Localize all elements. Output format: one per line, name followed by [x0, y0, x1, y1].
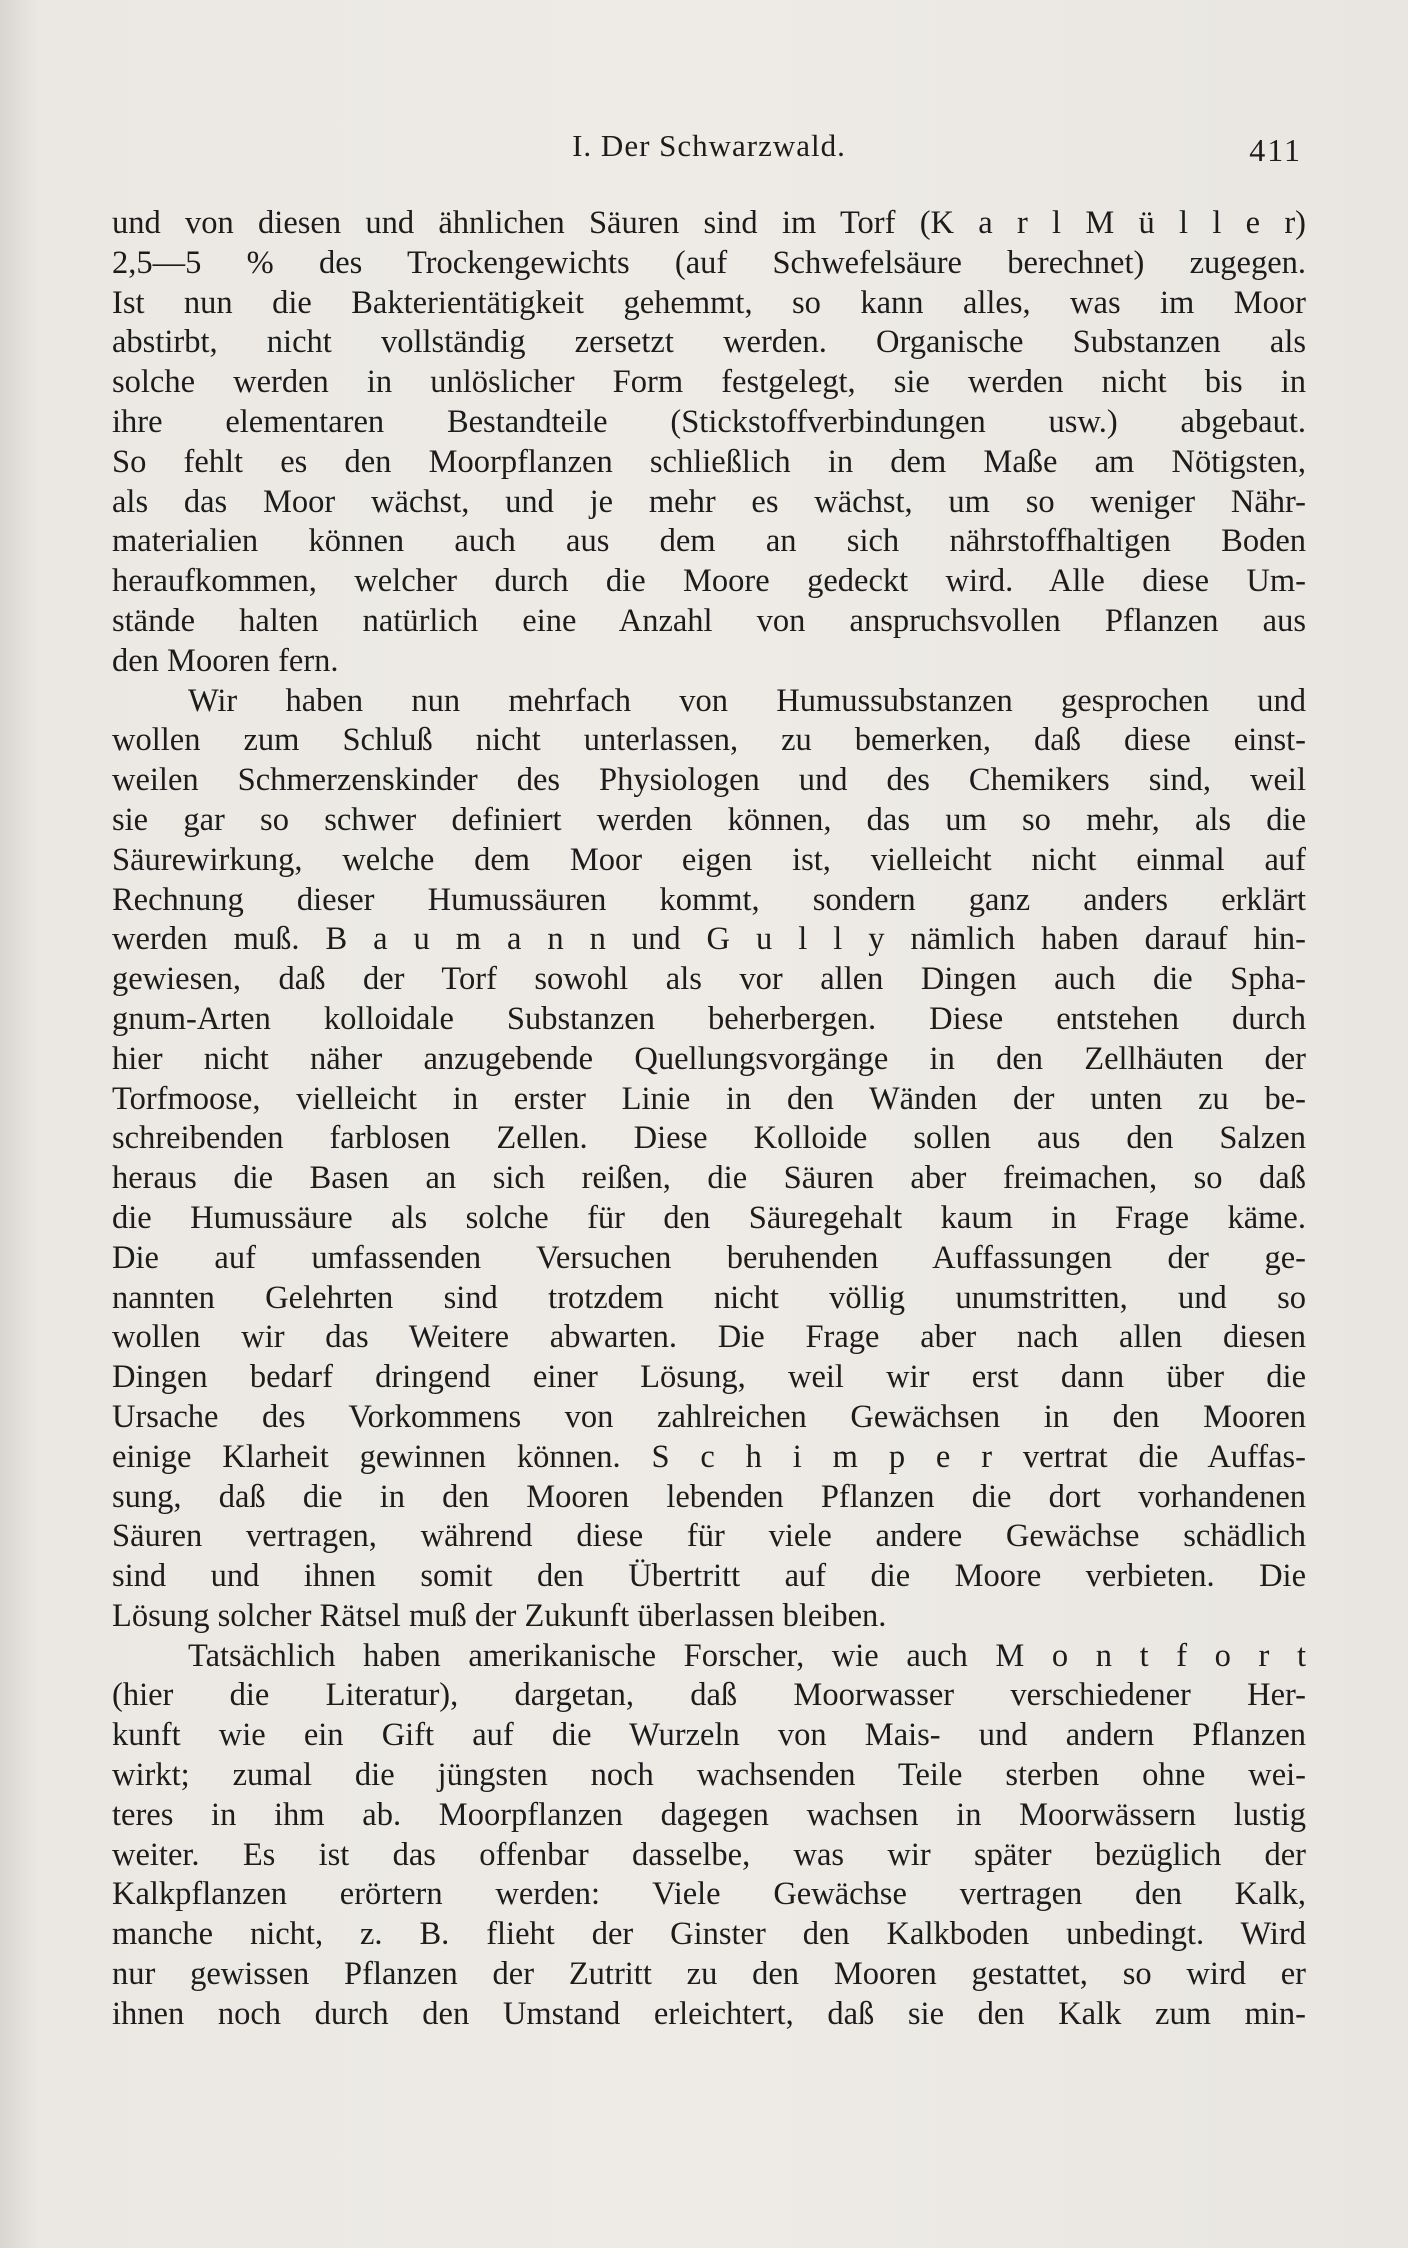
text-line: werden muß. B a u m a n n und G u l l y nämlich haben darauf hin-: [112, 921, 1306, 958]
text-line: Die auf umfassenden Versuchen beruhenden Auffassungen der ge-: [112, 1239, 1306, 1276]
text-line: weiter. Es ist das offenbar dasselbe, was wir später bezüglich der: [112, 1836, 1306, 1873]
text-line: schreibenden farblosen Zellen. Diese Kolloide sollen aus den Salzen: [112, 1120, 1306, 1157]
text-line: manche nicht, z. B. flieht der Ginster den Kalkboden unbedingt. Wird: [112, 1916, 1306, 1953]
text-line: gnum-Arten kolloidale Substanzen beherbergen. Diese entstehen durch: [112, 1000, 1306, 1037]
text-line: wollen zum Schluß nicht unterlassen, zu bemerken, daß diese einst-: [112, 722, 1306, 759]
text-line: teres in ihm ab. Moorpflanzen dagegen wachsen in Moorwässern lustig: [112, 1796, 1306, 1833]
text-line: heraufkommen, welcher durch die Moore gedeckt wird. Alle diese Um-: [112, 563, 1306, 600]
text-line: wirkt; zumal die jüngsten noch wachsenden Teile sterben ohne wei-: [112, 1757, 1306, 1794]
text-line: Säuren vertragen, während diese für viele andere Gewächse schädlich: [112, 1518, 1306, 1555]
text-line: gewiesen, daß der Torf sowohl als vor allen Dingen auch die Spha-: [112, 961, 1306, 998]
text-line: Säurewirkung, welche dem Moor eigen ist, vielleicht nicht einmal auf: [112, 841, 1306, 878]
text-line: abstirbt, nicht vollständig zersetzt werden. Organische Substanzen als: [112, 324, 1306, 361]
text-line: Rechnung dieser Humussäuren kommt, sondern ganz anders erklärt: [112, 881, 1306, 918]
text-line: Tatsächlich haben amerikanische Forscher, wie auch M o n t f o r t: [188, 1637, 1306, 1674]
text-line: wollen wir das Weitere abwarten. Die Frage aber nach allen diesen: [112, 1319, 1306, 1356]
text-line: ihre elementaren Bestandteile (Stickstoffverbindungen usw.) abgebaut.: [112, 403, 1306, 440]
text-line: Kalkpflanzen erörtern werden: Viele Gewächse vertragen den Kalk,: [112, 1876, 1306, 1913]
text-line: weilen Schmerzenskinder des Physiologen und des Chemikers sind, weil: [112, 762, 1306, 799]
text-line: So fehlt es den Moorpflanzen schließlich in dem Maße am Nötigsten,: [112, 443, 1306, 480]
text-line: Torfmoose, vielleicht in erster Linie in den Wänden der unten zu be-: [112, 1080, 1306, 1117]
text-line: Ist nun die Bakterientätigkeit gehemmt, so kann alles, was im Moor: [112, 284, 1306, 321]
text-line: materialien können auch aus dem an sich nährstoffhaltigen Boden: [112, 523, 1306, 560]
text-line: einige Klarheit gewinnen können. S c h i m p e r vertrat die Auffas-: [112, 1438, 1306, 1475]
text-line: heraus die Basen an sich reißen, die Säuren aber freimachen, so daß: [112, 1160, 1306, 1197]
text-line: den Mooren fern.: [112, 642, 339, 679]
text-line: hier nicht näher anzugebende Quellungsvorgänge in den Zellhäuten der: [112, 1040, 1306, 1077]
text-line: sind und ihnen somit den Übertritt auf die Moore verbieten. Die: [112, 1558, 1306, 1595]
text-line: 2,5—5 % des Trockengewichts (auf Schwefelsäure berechnet) zugegen.: [112, 244, 1306, 281]
text-line: sie gar so schwer definiert werden können, das um so mehr, als die: [112, 801, 1306, 838]
running-head: [112, 118, 1306, 168]
running-title: I. Der Schwarzwald.: [572, 128, 846, 163]
text-line: nannten Gelehrten sind trotzdem nicht völlig unumstritten, und so: [112, 1279, 1306, 1316]
text-line: Ursache des Vorkommens von zahlreichen Gewächsen in den Mooren: [112, 1398, 1306, 1435]
text-line: Dingen bedarf dringend einer Lösung, weil wir erst dann über die: [112, 1359, 1306, 1396]
text-line: solche werden in unlöslicher Form festgelegt, sie werden nicht bis in: [112, 364, 1306, 401]
page-number: 411: [1249, 132, 1302, 168]
text-line: stände halten natürlich eine Anzahl von anspruchsvollen Pflanzen aus: [112, 602, 1306, 639]
text-line: die Humussäure als solche für den Säuregehalt kaum in Frage käme.: [112, 1199, 1306, 1236]
text-line: und von diesen und ähnlichen Säuren sind im Torf (K a r l M ü l l e r): [112, 205, 1306, 241]
text-line: kunft wie ein Gift auf die Wurzeln von Mais- und andern Pflanzen: [112, 1717, 1306, 1754]
text-line: (hier die Literatur), dargetan, daß Moorwasser verschiedener Her-: [112, 1677, 1306, 1714]
text-line: Lösung solcher Rätsel muß der Zukunft überlassen bleiben.: [112, 1597, 887, 1634]
text-line: sung, daß die in den Mooren lebenden Pflanzen die dort vorhandenen: [112, 1478, 1306, 1515]
text-line: Wir haben nun mehrfach von Humussubstanzen gesprochen und: [188, 682, 1306, 719]
text-line: als das Moor wächst, und je mehr es wächst, um so weniger Nähr-: [112, 483, 1306, 520]
text-line: nur gewissen Pflanzen der Zutritt zu den Mooren gestattet, so wird er: [112, 1956, 1306, 1993]
body-text: [112, 204, 1306, 2035]
text-line: ihnen noch durch den Umstand erleichtert, daß sie den Kalk zum min-: [112, 1995, 1306, 2032]
